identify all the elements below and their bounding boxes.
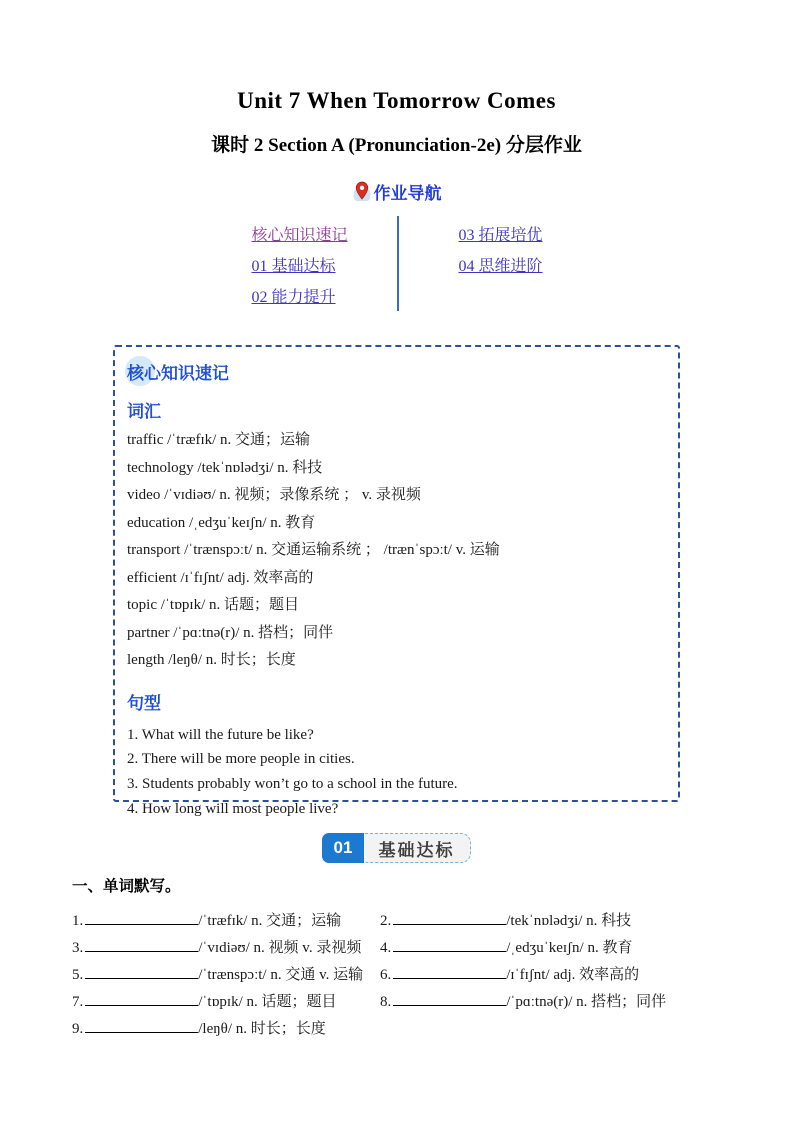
- exercise-item-hint: /ˈvɪdiəʊ/ n. 视频 v. 录视频: [198, 940, 362, 956]
- sentence-item: 1. What will the future be like?: [127, 726, 314, 743]
- core-knowledge-title: 核心知识速记: [127, 364, 229, 383]
- exercise-item: [380, 908, 732, 935]
- nav-link-04-thinking[interactable]: 04 思维进阶: [458, 258, 543, 275]
- exercise-item-hint: /tekˈnɒlədʒi/ n. 科技: [506, 913, 632, 929]
- exercise-item-hint: /ˈpɑːtnə(r)/ n. 搭档；同伴: [506, 994, 667, 1010]
- vocab-list: [127, 427, 664, 675]
- vocab-item: education /ˌedʒuˈkeɪʃn/ n. 教育: [127, 514, 316, 531]
- vocab-item: technology /tekˈnɒlədʒi/ n. 科技: [127, 459, 323, 476]
- assignment-nav-header: [0, 179, 793, 204]
- exercise-grid: [72, 908, 732, 1043]
- vocab-heading-row: [127, 397, 664, 421]
- core-knowledge-box: [113, 345, 680, 817]
- answer-blank[interactable]: [85, 937, 198, 952]
- exercise-item: [380, 962, 732, 989]
- exercise-item-hint: /ˈtræfɪk/ n. 交通；运输: [198, 913, 342, 929]
- vocab-item: length /leŋθ/ n. 时长；长度: [127, 652, 296, 668]
- exercise-item-number: 8.: [380, 994, 392, 1010]
- sentence-heading: 句型: [127, 693, 161, 713]
- sentence-item: 3. Students probably won’t go to a school in the future.: [127, 776, 458, 793]
- answer-blank[interactable]: [85, 910, 198, 925]
- assignment-nav-title: 作业导航: [373, 184, 442, 203]
- section-badge: [322, 833, 472, 863]
- answer-blank[interactable]: [393, 937, 506, 952]
- exercise-item-number: 6.: [380, 967, 392, 983]
- exercise-item: [380, 935, 732, 962]
- sentence-item: 2. There will be more people in cities.: [127, 751, 355, 768]
- exercise-item-hint: /ˈtrænspɔːt/ n. 交通 v. 运输: [198, 967, 364, 983]
- answer-blank[interactable]: [393, 910, 506, 925]
- vocab-item: transport /ˈtrænspɔːt/ n. 交通运输系统 ； /trænˈspɔːt/ v. 运输: [127, 542, 500, 558]
- vocab-item: efficient /ɪˈfɪʃnt/ adj. 效率高的: [127, 569, 314, 586]
- section-badge-number: 01: [322, 833, 365, 863]
- exercise-item-number: 5.: [72, 967, 84, 983]
- exercise-heading: 一、单词默写。: [72, 878, 181, 895]
- exercise-section: [72, 874, 732, 1043]
- sentence-list: [127, 723, 664, 822]
- page-title: Unit 7 When Tomorrow Comes: [237, 88, 556, 113]
- exercise-item: [72, 989, 380, 1016]
- vocab-item: partner /ˈpɑːtnə(r)/ n. 搭档；同伴: [127, 624, 334, 641]
- exercise-item-number: 4.: [380, 940, 392, 956]
- location-pin-icon: [352, 181, 372, 203]
- exercise-item-hint: /ˌedʒuˈkeɪʃn/ n. 教育: [506, 940, 633, 956]
- sentence-heading-row: [127, 689, 664, 713]
- nav-link-02-ability[interactable]: 02 能力提升: [251, 289, 336, 306]
- page-subtitle: 课时 2 Section A (Pronunciation-2e) 分层作业: [211, 135, 582, 156]
- exercise-item: [72, 908, 380, 935]
- vocab-heading: 词汇: [127, 402, 161, 421]
- vocab-item: traffic /ˈtræfɪk/ n. 交通；运输: [127, 432, 311, 448]
- exercise-item-hint: /leŋθ/ n. 时长；长度: [198, 1021, 326, 1037]
- exercise-item: [72, 962, 380, 989]
- section-badge-label: 基础达标: [360, 833, 471, 863]
- nav-column-right: [397, 220, 562, 313]
- nav-link-03-expand[interactable]: 03 拓展培优: [458, 227, 543, 244]
- exercise-item: [72, 935, 380, 962]
- exercise-item-hint: /ˈtɒpɪk/ n. 话题；题目: [198, 994, 337, 1010]
- core-knowledge-title-row: [127, 359, 664, 385]
- sentence-item: 4. How long will most people live?: [127, 800, 339, 817]
- nav-link-01-basics[interactable]: 01 基础达标: [251, 258, 336, 275]
- exercise-item-number: 1.: [72, 913, 84, 929]
- answer-blank[interactable]: [393, 991, 506, 1006]
- exercise-item-hint: /ɪˈfɪʃnt/ adj. 效率高的: [506, 967, 640, 983]
- nav-columns: [232, 220, 562, 313]
- vocab-item: video /ˈvɪdiəʊ/ n. 视频；录像系统 ； v. 录视频: [127, 487, 421, 503]
- exercise-item-number: 3.: [72, 940, 84, 956]
- nav-divider: [397, 216, 399, 311]
- exercise-item-number: 2.: [380, 913, 392, 929]
- answer-blank[interactable]: [85, 1018, 198, 1033]
- exercise-item: [72, 1016, 380, 1043]
- nav-link-core-knowledge[interactable]: 核心知识速记: [251, 227, 348, 244]
- exercise-item-number: 7.: [72, 994, 84, 1010]
- section-badge-row: [0, 833, 793, 863]
- exercise-item-number: 9.: [72, 1021, 84, 1037]
- exercise-item: [380, 989, 732, 1016]
- vocab-item: topic /ˈtɒpɪk/ n. 话题；题目: [127, 597, 300, 613]
- answer-blank[interactable]: [85, 991, 198, 1006]
- nav-column-left: [232, 220, 397, 313]
- answer-blank[interactable]: [85, 964, 198, 979]
- answer-blank[interactable]: [393, 964, 506, 979]
